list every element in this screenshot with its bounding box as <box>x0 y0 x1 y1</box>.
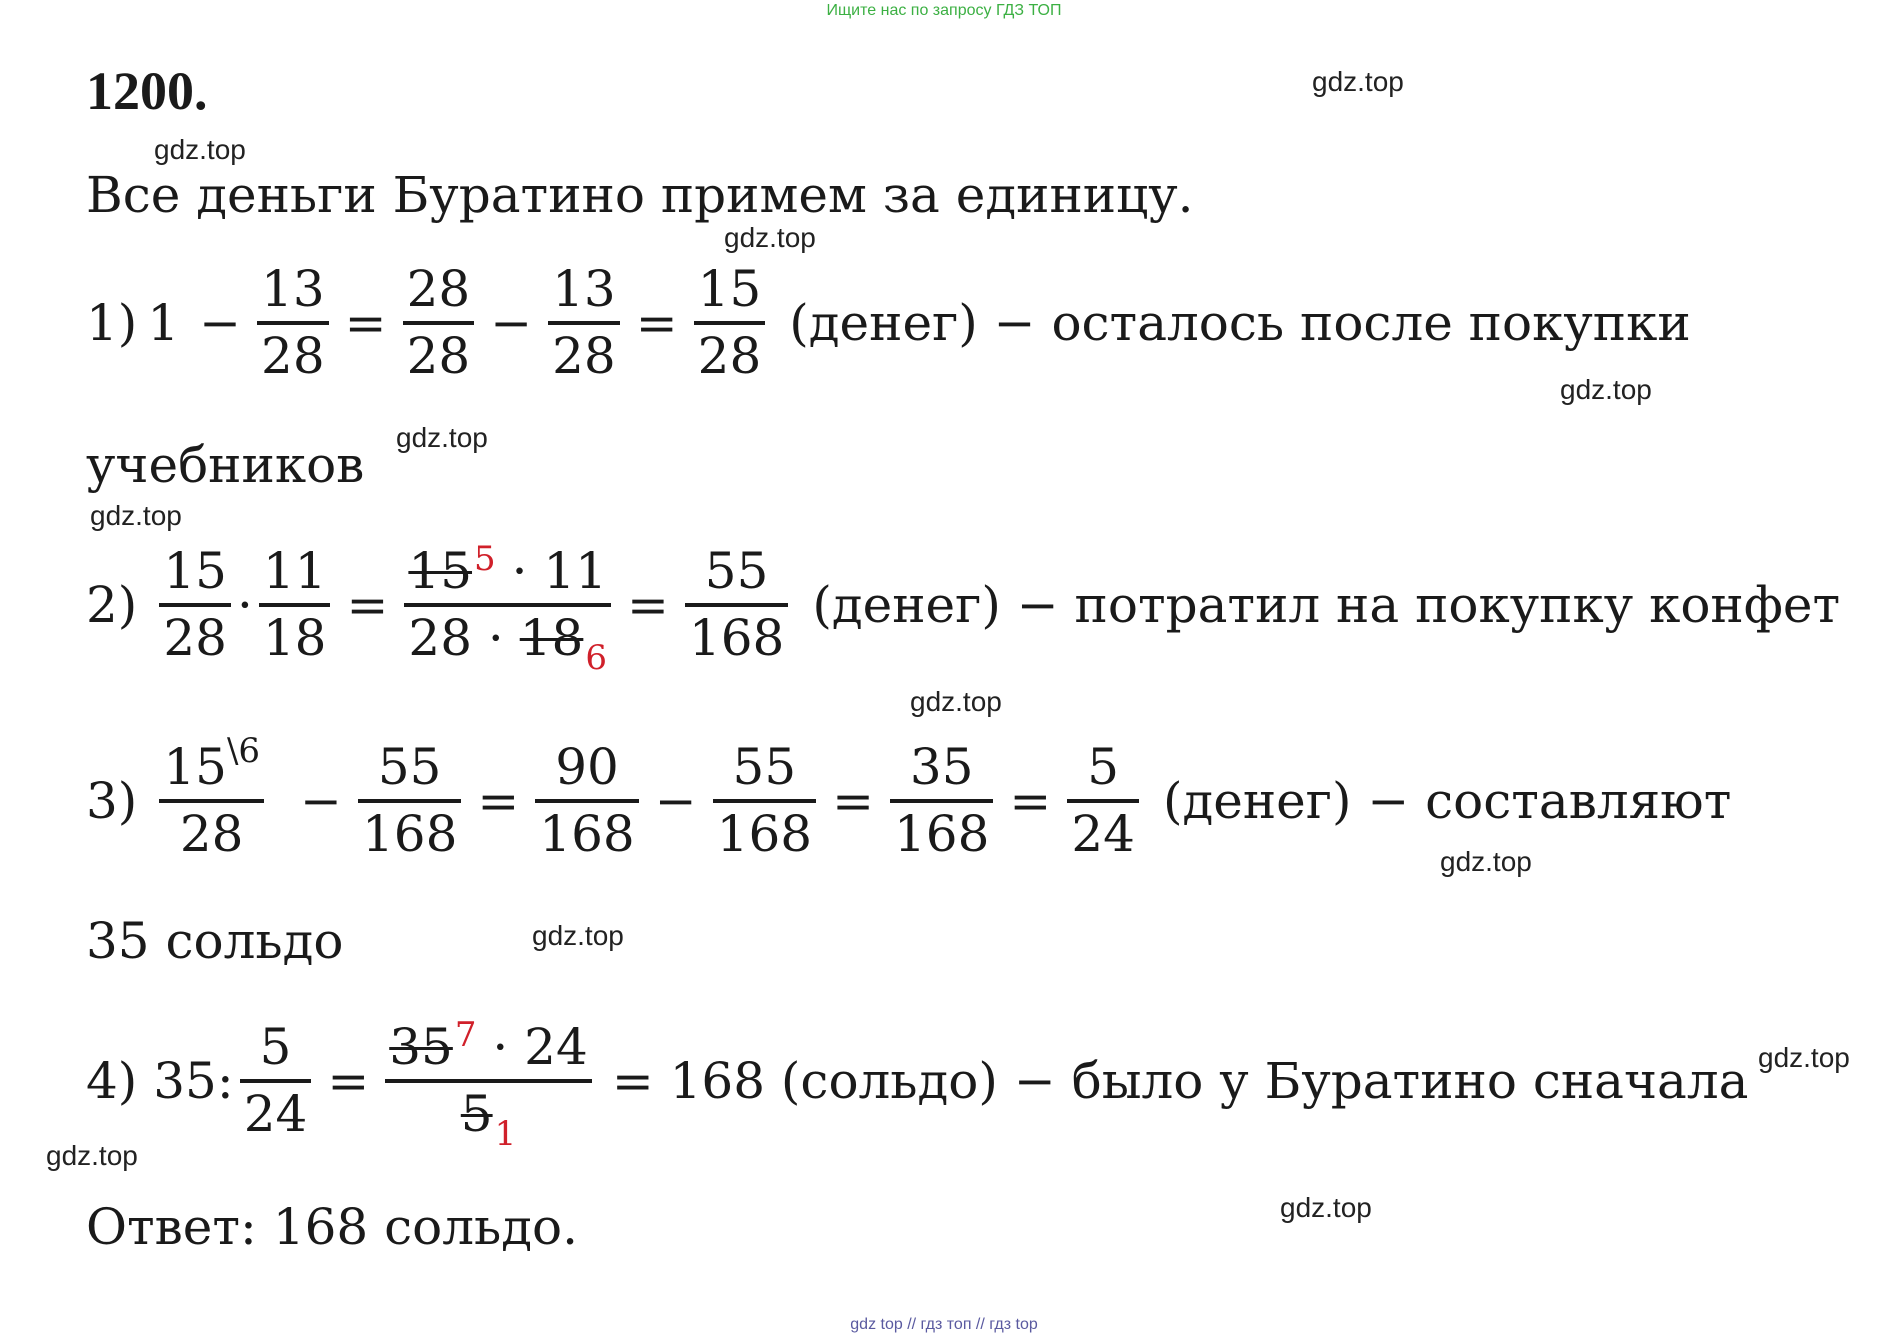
denominator: 168 <box>688 609 785 667</box>
fraction <box>358 740 461 862</box>
denominator: 28 <box>261 327 325 385</box>
watermark: gdz.top <box>532 920 624 951</box>
denominator-start: 28 · <box>408 609 504 667</box>
reduced-number: 7 <box>454 1015 477 1055</box>
numerator: 5 <box>259 1018 292 1076</box>
intro-text: Все деньги Буратино примем за единицу. <box>86 166 1194 224</box>
numerator: 55 <box>704 542 769 600</box>
denominator <box>457 1085 520 1154</box>
minus-sign: − <box>654 772 697 830</box>
fraction-bar <box>1067 799 1139 803</box>
fraction-bar <box>548 321 620 325</box>
numerator: 28 <box>406 260 471 318</box>
step-4-text: = 168 (сольдо) − было у Буратино сначала <box>611 1052 1749 1110</box>
fraction <box>403 262 475 384</box>
numerator <box>385 1015 592 1076</box>
denominator: 28 <box>179 805 244 863</box>
answer-text: Ответ: 168 сольдо. <box>86 1198 578 1256</box>
denominator: 168 <box>361 805 458 863</box>
numerator: 55 <box>732 738 797 796</box>
numerator: 15 <box>697 260 762 318</box>
fraction <box>694 262 766 384</box>
watermark: gdz.top <box>1560 374 1652 405</box>
struck-number: 5 <box>460 1085 493 1143</box>
one: 1 <box>147 294 180 352</box>
step-1-label: 1) <box>86 294 138 352</box>
denominator: 168 <box>716 805 813 863</box>
fraction-bar <box>240 1079 312 1083</box>
denominator: 18 <box>262 609 327 667</box>
fraction-bar <box>257 321 329 325</box>
footer-note: gdz top // гдз топ // гдз top <box>850 1316 1038 1333</box>
numerator: 15 <box>163 542 227 600</box>
numerator-rest: · 24 <box>492 1018 588 1076</box>
numerator: 55 <box>377 738 442 796</box>
fraction-bar <box>713 799 816 803</box>
equals-sign: = <box>477 772 520 830</box>
denominator: 24 <box>1071 805 1135 863</box>
fraction-reduced <box>385 1015 592 1154</box>
numerator: 13 <box>552 260 616 318</box>
equals-sign: = <box>344 294 387 352</box>
step-3-text-continued: 35 сольдо <box>86 912 344 970</box>
watermark: gdz.top <box>1440 846 1532 877</box>
step-2-text: (денег) − потратил на покупку конфет <box>812 576 1841 634</box>
numerator-rest: · 11 <box>511 542 607 600</box>
fraction <box>259 544 331 666</box>
denominator: 28 <box>163 609 227 667</box>
denominator <box>404 609 611 678</box>
equals-sign: = <box>626 576 669 634</box>
fraction-bar <box>159 799 264 803</box>
step-2-label: 2) <box>86 576 138 634</box>
numerator: 35 <box>909 738 974 796</box>
fraction <box>159 544 231 666</box>
numerator: 90 <box>555 738 619 796</box>
numerator <box>159 731 264 796</box>
extra-factor: \6 <box>226 731 261 771</box>
fraction-bar <box>535 799 638 803</box>
fraction <box>713 740 816 862</box>
step-3-text: (денег) − составляют <box>1162 772 1732 830</box>
watermark: gdz.top <box>46 1140 138 1171</box>
fraction-bar <box>403 321 475 325</box>
fraction-bar <box>259 603 331 607</box>
fraction-bar <box>404 603 611 607</box>
fraction <box>240 1020 312 1142</box>
numerator: 13 <box>261 260 325 318</box>
numerator <box>404 539 611 600</box>
watermark: gdz.top <box>724 222 816 253</box>
numerator: 11 <box>262 542 327 600</box>
struck-number: 35 <box>389 1018 453 1076</box>
fraction <box>685 544 788 666</box>
equals-sign: = <box>832 772 874 830</box>
minus-sign: − <box>300 772 342 830</box>
struck-number: 18 <box>519 609 584 667</box>
fraction <box>890 740 993 862</box>
watermark: gdz.top <box>1312 66 1404 97</box>
dot-sign: · <box>236 576 253 634</box>
step-3-label: 3) <box>86 772 138 830</box>
step-4-label: 4) 35: <box>86 1052 234 1110</box>
numerator-value: 15 <box>163 738 227 796</box>
fraction-reduced <box>404 539 611 678</box>
reduced-number: 1 <box>494 1114 517 1154</box>
denominator: 28 <box>406 327 471 385</box>
problem-number: 1200. <box>86 61 208 121</box>
step-1 <box>86 262 1691 384</box>
watermark: gdz.top <box>1280 1192 1372 1223</box>
reduced-number: 5 <box>474 539 496 579</box>
equals-sign: = <box>346 576 389 634</box>
denominator: 24 <box>243 1085 308 1143</box>
step-2 <box>86 539 1841 678</box>
step-4 <box>86 1015 1749 1154</box>
fraction <box>1067 740 1139 862</box>
watermark: gdz.top <box>1758 1042 1850 1073</box>
struck-number: 15 <box>408 542 473 600</box>
fraction <box>535 740 638 862</box>
fraction-bar <box>685 603 788 607</box>
denominator: 168 <box>893 805 990 863</box>
watermark: gdz.top <box>910 686 1002 717</box>
watermark: gdz.top <box>396 422 488 453</box>
step-1-text: (денег) − осталось после покупки <box>789 294 1691 352</box>
fraction-bar <box>159 603 231 607</box>
minus-sign: − <box>199 294 242 352</box>
numerator: 5 <box>1087 738 1120 796</box>
equals-sign: = <box>635 294 678 352</box>
step-3 <box>86 731 1732 863</box>
denominator: 168 <box>539 805 635 863</box>
watermark: gdz.top <box>154 134 246 165</box>
watermark: gdz.top <box>90 500 182 531</box>
fraction-bar <box>694 321 766 325</box>
denominator: 28 <box>552 327 616 385</box>
step-1-text-continued: учебников <box>86 436 365 494</box>
equals-sign: = <box>327 1052 370 1110</box>
fraction-bar <box>385 1079 592 1083</box>
fraction <box>257 262 329 384</box>
fraction <box>159 731 264 863</box>
equals-sign: = <box>1009 772 1052 830</box>
fraction <box>548 262 620 384</box>
header-note: Ищите нас по запросу ГДЗ ТОП <box>826 2 1062 19</box>
reduced-number: 6 <box>585 638 607 678</box>
fraction-bar <box>358 799 461 803</box>
minus-sign: − <box>490 294 533 352</box>
denominator: 28 <box>697 327 762 385</box>
fraction-bar <box>890 799 993 803</box>
